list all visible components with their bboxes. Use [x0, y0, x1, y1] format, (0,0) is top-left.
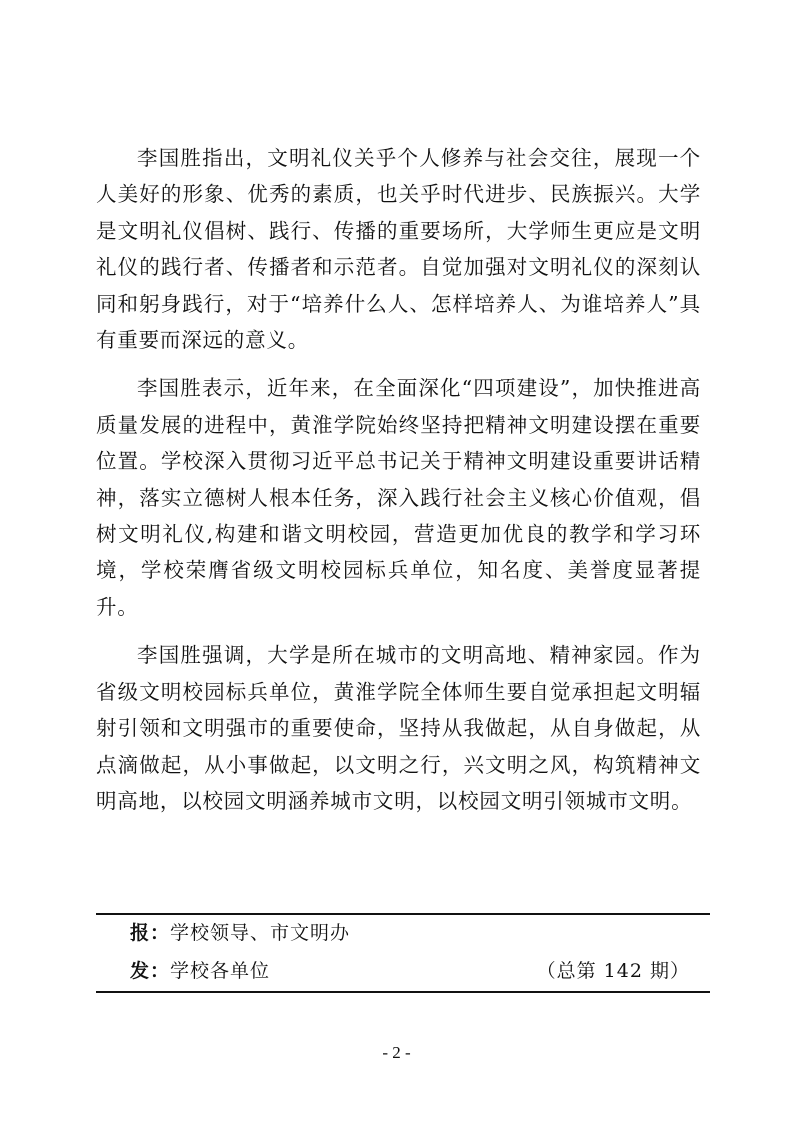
distribution-bottom-rule	[96, 991, 710, 993]
distribution-top-rule	[96, 913, 710, 915]
article-body	[96, 140, 701, 831]
report-row	[130, 920, 690, 946]
report-recipients: 学校领导、市文明办	[170, 922, 351, 944]
report-label: 报：	[130, 922, 171, 944]
issue-number: （总第 142 期）	[536, 960, 690, 982]
send-recipients: 学校各单位	[170, 960, 271, 982]
paragraph-2: 李国胜表示，近年来，在全面深化“四项建设”，加快推进高质量发展的进程中，黄淮学院始终坚持把精神文明建设摆在重要位置。学校深入贯彻习近平总书记关于精神文明建设重要讲话精神，落实立德树人根本任务，深入践行社会主义核心价值观，倡树文明礼仪,构建和谐文明校园，营造更加优良的教学和学习环境，学校荣膺省级文明校园标兵单位，知名度、美誉度显著提升。	[96, 376, 701, 619]
send-row	[130, 958, 690, 984]
paragraph-3: 李国胜强调，大学是所在城市的文明高地、精神家园。作为省级文明校园标兵单位，黄淮学院全体师生要自觉承担起文明辐射引领和文明强市的重要使命，坚持从我做起，从自身做起，从点滴做起，从小事做起，以文明之行，兴文明之风，构筑精神文明高地，以校园文明涵养城市文明，以校园文明引领城市文明。	[96, 643, 701, 813]
send-label: 发：	[130, 960, 171, 982]
paragraph-1: 李国胜指出，文明礼仪关乎个人修养与社会交往，展现一个人美好的形象、优秀的素质，也关乎时代进步、民族振兴。大学是文明礼仪倡树、践行、传播的重要场所，大学师生更应是文明礼仪的践行者、传播者和示范者。自觉加强对文明礼仪的深刻认同和躬身践行，对于“培养什么人、怎样培养人、为谁培养人”具有重要而深远的意义。	[96, 146, 701, 353]
page-number: - 2 -	[382, 1043, 411, 1062]
